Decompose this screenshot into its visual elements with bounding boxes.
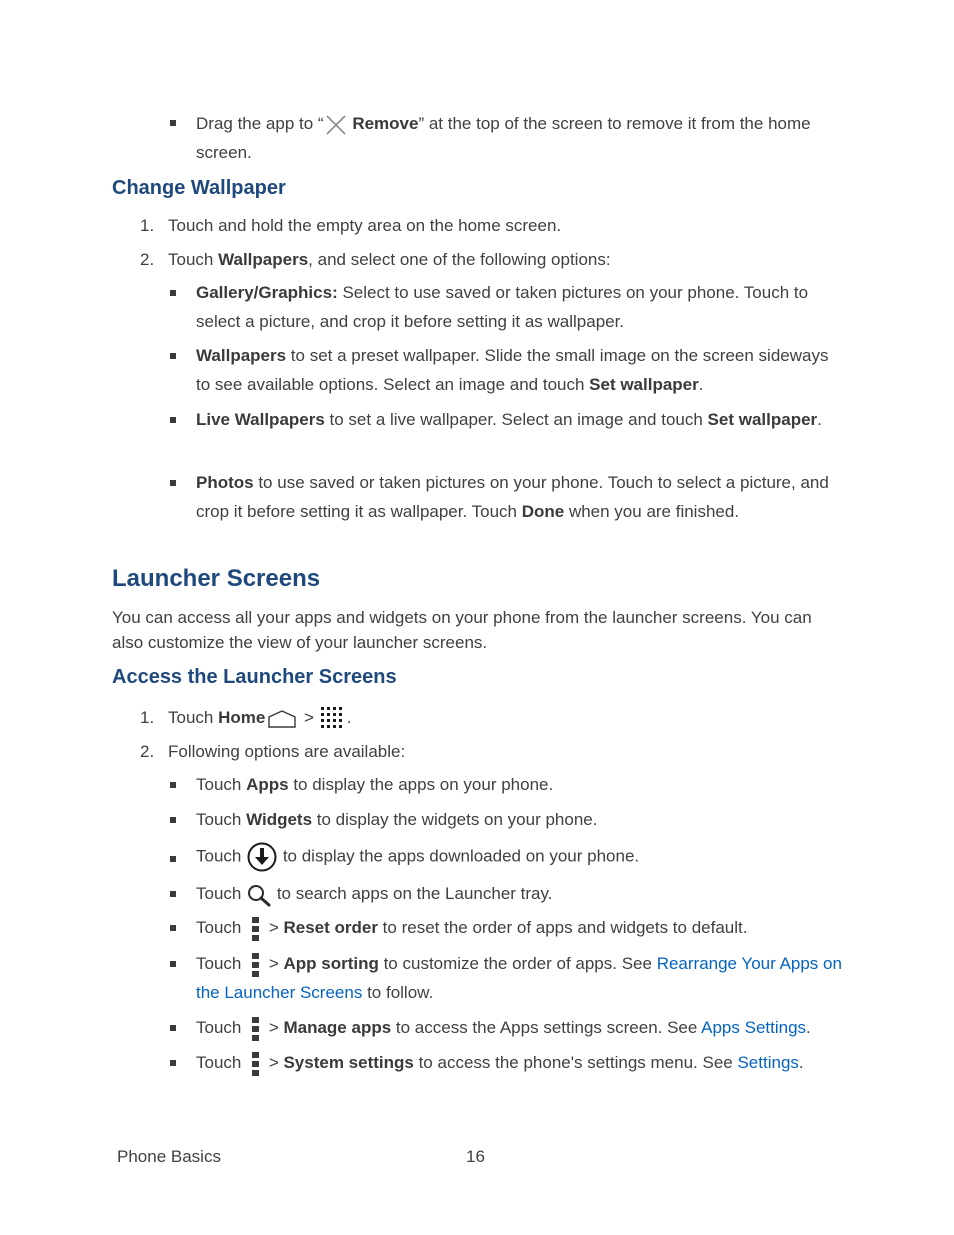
menu-dots-icon xyxy=(246,952,264,978)
text: Touch xyxy=(168,250,219,269)
launcher-intro: You can access all your apps and widgets on your phone from the launcher screens. You can also customize the view of your launcher screens. xyxy=(112,608,812,652)
step-number: 2. xyxy=(140,742,155,761)
option-title: System settings xyxy=(283,1053,414,1072)
text: to follow. xyxy=(362,982,434,1002)
text: to access the phone's settings menu. See xyxy=(413,1053,738,1072)
bullet-marker xyxy=(170,1025,176,1031)
option-title: Photos xyxy=(196,473,254,492)
search-icon xyxy=(246,883,272,907)
option-title: Widgets xyxy=(246,810,313,829)
text: to access the Apps settings screen. See xyxy=(391,1018,702,1037)
home-label: Home xyxy=(218,708,266,727)
text: Touch xyxy=(196,884,247,903)
text: Drag the app to “ xyxy=(196,114,324,133)
bullet-marker xyxy=(170,353,176,359)
bullet-marker xyxy=(170,961,176,967)
home-icon xyxy=(265,708,299,730)
option-title: Live Wallpapers xyxy=(196,410,325,429)
link-rearrange-apps[interactable]: Rearrange Your Apps on the Launcher Screens xyxy=(196,954,842,1002)
option-gallery xyxy=(196,279,846,336)
option-app-sorting xyxy=(196,950,846,1007)
text: Touch xyxy=(196,918,247,937)
text: > xyxy=(264,1018,284,1037)
done-label: Done xyxy=(521,501,565,521)
step-text: Following options are available: xyxy=(168,742,406,761)
section-heading-access-launcher: Access the Launcher Screens xyxy=(112,666,397,688)
text: , and select one of the following options: xyxy=(308,250,611,269)
close-x-icon xyxy=(324,114,348,136)
text: when you are finished. xyxy=(564,501,740,521)
option-title: App sorting xyxy=(283,954,379,973)
text: . xyxy=(798,1053,804,1072)
text: Touch xyxy=(196,954,247,973)
apps-grid-icon xyxy=(319,706,347,732)
download-icon xyxy=(246,841,278,873)
text: . xyxy=(346,708,352,727)
section-heading-change-wallpaper: Change Wallpaper xyxy=(112,177,286,199)
text: to use saved or taken pictures on your phone. Touch to select a picture, and crop it before setting it as wallpaper. Touch xyxy=(196,473,829,521)
set-wallpaper-label: Set wallpaper xyxy=(589,374,699,394)
option-title: Manage apps xyxy=(283,1018,392,1037)
bullet-marker xyxy=(170,891,176,897)
menu-dots-icon xyxy=(246,916,264,942)
text: Touch xyxy=(196,846,247,866)
option-photos xyxy=(196,469,846,526)
step-text: Touch and hold the empty area on the home screen. xyxy=(168,216,562,235)
text: to display the apps downloaded on your phone. xyxy=(278,846,640,866)
text: to set a preset wallpaper. Slide the small image on the screen sideways to see available options. Select an image and touch xyxy=(196,346,829,394)
text: . xyxy=(806,1018,811,1037)
bullet-marker xyxy=(170,925,176,931)
step-text xyxy=(168,704,828,732)
step-number: 1. xyxy=(140,708,155,727)
footer-section-name: Phone Basics xyxy=(117,1147,221,1166)
text: . xyxy=(698,374,704,394)
menu-dots-icon xyxy=(246,1016,264,1042)
bullet-marker xyxy=(170,1060,176,1066)
text: Touch xyxy=(196,1053,247,1072)
text: to display the widgets on your phone. xyxy=(312,810,598,829)
option-title: Reset order xyxy=(283,918,378,937)
text: > xyxy=(264,1053,284,1072)
remove-label: Remove xyxy=(352,114,419,133)
step-number: 1. xyxy=(140,216,155,235)
wallpapers-label: Wallpapers xyxy=(218,250,309,269)
text: Touch xyxy=(196,1018,247,1037)
text: to display the apps on your phone. xyxy=(288,775,554,794)
bullet-marker xyxy=(170,417,176,423)
text: Touch xyxy=(168,708,219,727)
option-title: Apps xyxy=(246,775,289,794)
option-live-wallpapers xyxy=(196,406,846,435)
bullet-marker xyxy=(170,782,176,788)
link-apps-settings[interactable]: Apps Settings xyxy=(701,1018,807,1037)
option-title: Gallery/Graphics: xyxy=(196,283,338,302)
section-heading-launcher-screens: Launcher Screens xyxy=(112,565,321,592)
text: to search apps on the Launcher tray. xyxy=(272,884,553,903)
text: ” at the top of the screen to remove it from the home screen. xyxy=(196,114,811,162)
bullet-marker xyxy=(170,817,176,823)
option-title: Wallpapers xyxy=(196,346,287,365)
text: Touch xyxy=(196,775,247,794)
text: . xyxy=(817,410,822,429)
bullet-marker xyxy=(170,120,176,126)
text: to reset the order of apps and widgets to default. xyxy=(377,918,748,937)
text: > xyxy=(264,918,284,937)
footer-page-number: 16 xyxy=(466,1147,485,1166)
bullet-marker xyxy=(170,856,176,862)
link-settings[interactable]: Settings xyxy=(737,1053,799,1072)
text: > xyxy=(264,954,284,973)
text: > xyxy=(299,708,319,727)
option-widgets xyxy=(196,806,846,835)
bullet-marker xyxy=(170,480,176,486)
option-wallpapers xyxy=(196,342,846,399)
text: to customize the order of apps. See xyxy=(378,954,657,973)
option-manage-apps xyxy=(196,1014,846,1043)
option-downloaded xyxy=(196,841,846,873)
option-reset-order xyxy=(196,914,846,943)
set-wallpaper-label: Set wallpaper xyxy=(707,410,818,429)
remove-instruction xyxy=(196,110,846,167)
text: Select to use saved or taken pictures on your phone. Touch to select a picture, and crop it before setting it as wallpaper. xyxy=(196,283,809,331)
bullet-marker xyxy=(170,290,176,296)
option-system-settings xyxy=(196,1049,846,1078)
option-search xyxy=(196,880,846,909)
option-apps xyxy=(196,771,846,800)
step-number: 2. xyxy=(140,250,155,269)
step-text xyxy=(168,246,828,274)
menu-dots-icon xyxy=(246,1051,264,1077)
text: Touch xyxy=(196,810,247,829)
text: to set a live wallpaper. Select an image and touch xyxy=(324,410,708,429)
